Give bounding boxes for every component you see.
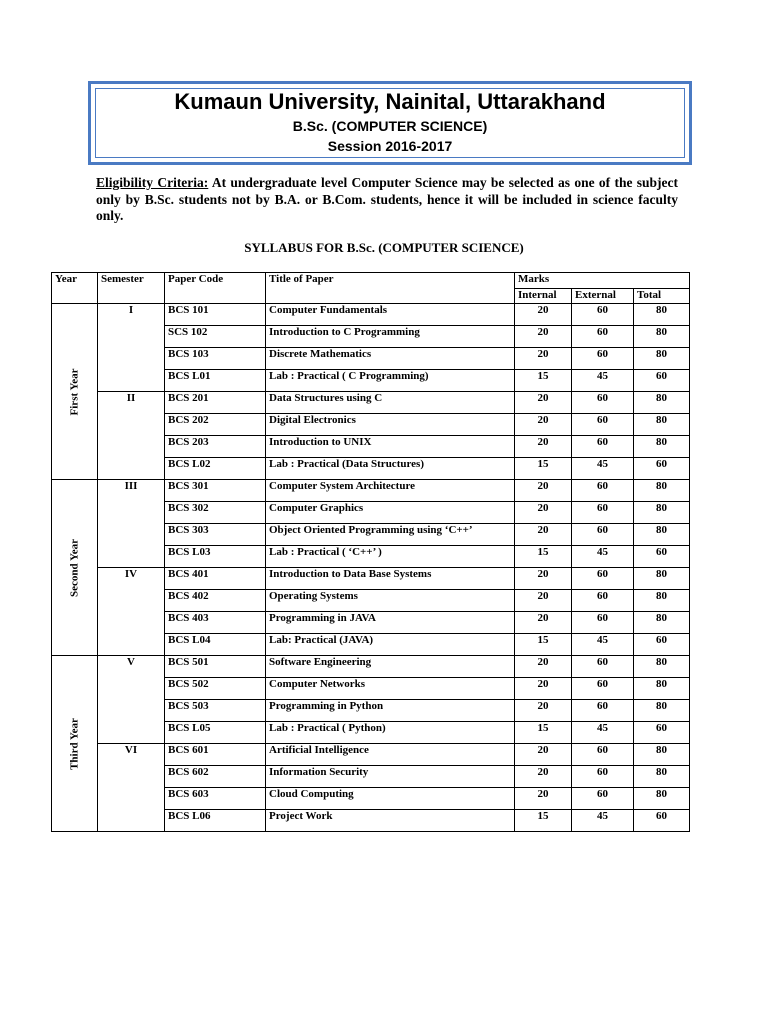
table-row	[52, 480, 690, 502]
internal-marks-cell: 15	[515, 458, 572, 480]
total-marks-cell: 80	[634, 766, 690, 788]
paper-code-cell: BCS L02	[165, 458, 266, 480]
paper-title-cell: Introduction to Data Base Systems	[266, 568, 515, 590]
total-marks-cell: 60	[634, 634, 690, 656]
paper-title-cell: Data Structures using C	[266, 392, 515, 414]
table-row	[52, 744, 690, 766]
total-marks-cell: 60	[634, 370, 690, 392]
total-marks-cell: 80	[634, 414, 690, 436]
paper-code-cell: BCS 603	[165, 788, 266, 810]
paper-title-cell: Lab : Practical (Data Structures)	[266, 458, 515, 480]
internal-marks-cell: 20	[515, 612, 572, 634]
external-marks-cell: 45	[572, 722, 634, 744]
header-box	[88, 81, 692, 165]
paper-title-cell: Computer Fundamentals	[266, 304, 515, 326]
internal-marks-cell: 20	[515, 656, 572, 678]
paper-code-cell: BCS 403	[165, 612, 266, 634]
header-external: External	[572, 289, 634, 304]
paper-code-cell: BCS L06	[165, 810, 266, 832]
internal-marks-cell: 20	[515, 304, 572, 326]
external-marks-cell: 45	[572, 634, 634, 656]
eligibility-paragraph	[96, 175, 678, 225]
paper-title-cell: Computer System Architecture	[266, 480, 515, 502]
paper-title-cell: Discrete Mathematics	[266, 348, 515, 370]
paper-code-cell: BCS 401	[165, 568, 266, 590]
semester-cell: IV	[98, 568, 165, 656]
semester-cell: I	[98, 304, 165, 392]
internal-marks-cell: 15	[515, 722, 572, 744]
paper-title-cell: Lab : Practical ( C Programming)	[266, 370, 515, 392]
paper-code-cell: BCS 402	[165, 590, 266, 612]
paper-code-cell: BCS 302	[165, 502, 266, 524]
table-row	[52, 568, 690, 590]
paper-title-cell: Lab : Practical ( ‘C++’ )	[266, 546, 515, 568]
paper-code-cell: BCS 101	[165, 304, 266, 326]
total-marks-cell: 80	[634, 678, 690, 700]
year-label: Second Year	[68, 538, 80, 597]
internal-marks-cell: 20	[515, 480, 572, 502]
internal-marks-cell: 20	[515, 678, 572, 700]
total-marks-cell: 80	[634, 788, 690, 810]
paper-title-cell: Introduction to UNIX	[266, 436, 515, 458]
eligibility-text: At undergraduate level Computer Science may be selected as one of the subject only by B.Sc. students not by B.A. or B.Com. students, hence it will be included in science faculty only.	[96, 175, 678, 223]
internal-marks-cell: 20	[515, 590, 572, 612]
external-marks-cell: 60	[572, 304, 634, 326]
paper-title-cell: Computer Graphics	[266, 502, 515, 524]
year-label: Third Year	[68, 717, 80, 770]
external-marks-cell: 60	[572, 656, 634, 678]
total-marks-cell: 60	[634, 722, 690, 744]
internal-marks-cell: 20	[515, 744, 572, 766]
external-marks-cell: 60	[572, 744, 634, 766]
total-marks-cell: 80	[634, 392, 690, 414]
paper-code-cell: BCS 502	[165, 678, 266, 700]
syllabus-table	[51, 272, 690, 832]
external-marks-cell: 60	[572, 678, 634, 700]
year-cell	[52, 656, 98, 832]
paper-title-cell: Software Engineering	[266, 656, 515, 678]
internal-marks-cell: 20	[515, 524, 572, 546]
external-marks-cell: 45	[572, 546, 634, 568]
paper-title-cell: Information Security	[266, 766, 515, 788]
external-marks-cell: 60	[572, 524, 634, 546]
internal-marks-cell: 20	[515, 700, 572, 722]
internal-marks-cell: 20	[515, 326, 572, 348]
paper-code-cell: BCS 601	[165, 744, 266, 766]
paper-title-cell: Lab : Practical ( Python)	[266, 722, 515, 744]
total-marks-cell: 80	[634, 480, 690, 502]
external-marks-cell: 60	[572, 436, 634, 458]
table-row	[52, 392, 690, 414]
paper-title-cell: Programming in Python	[266, 700, 515, 722]
header-title: Title of Paper	[266, 273, 515, 304]
paper-title-cell: Digital Electronics	[266, 414, 515, 436]
internal-marks-cell: 20	[515, 766, 572, 788]
total-marks-cell: 80	[634, 612, 690, 634]
header-internal: Internal	[515, 289, 572, 304]
paper-title-cell: Artificial Intelligence	[266, 744, 515, 766]
total-marks-cell: 60	[634, 546, 690, 568]
semester-cell: VI	[98, 744, 165, 832]
paper-code-cell: BCS 103	[165, 348, 266, 370]
internal-marks-cell: 15	[515, 810, 572, 832]
paper-title-cell: Computer Networks	[266, 678, 515, 700]
syllabus-table-body	[52, 304, 690, 832]
paper-title-cell: Project Work	[266, 810, 515, 832]
internal-marks-cell: 20	[515, 348, 572, 370]
external-marks-cell: 60	[572, 568, 634, 590]
internal-marks-cell: 20	[515, 788, 572, 810]
semester-cell: V	[98, 656, 165, 744]
eligibility-label: Eligibility Criteria:	[96, 175, 209, 190]
total-marks-cell: 80	[634, 568, 690, 590]
external-marks-cell: 60	[572, 348, 634, 370]
external-marks-cell: 60	[572, 612, 634, 634]
paper-code-cell: BCS 501	[165, 656, 266, 678]
university-title: Kumaun University, Nainital, Uttarakhand	[174, 89, 606, 114]
year-cell	[52, 304, 98, 480]
internal-marks-cell: 20	[515, 436, 572, 458]
total-marks-cell: 80	[634, 700, 690, 722]
semester-cell: II	[98, 392, 165, 480]
paper-code-cell: BCS L03	[165, 546, 266, 568]
external-marks-cell: 60	[572, 766, 634, 788]
total-marks-cell: 80	[634, 304, 690, 326]
paper-title-cell: Lab: Practical (JAVA)	[266, 634, 515, 656]
year-label: First Year	[68, 368, 80, 415]
external-marks-cell: 45	[572, 810, 634, 832]
total-marks-cell: 80	[634, 326, 690, 348]
course-subtitle: B.Sc. (COMPUTER SCIENCE)	[292, 118, 488, 134]
internal-marks-cell: 15	[515, 370, 572, 392]
paper-title-cell: Programming in JAVA	[266, 612, 515, 634]
paper-code-cell: BCS L01	[165, 370, 266, 392]
external-marks-cell: 45	[572, 458, 634, 480]
paper-code-cell: SCS 102	[165, 326, 266, 348]
year-cell	[52, 480, 98, 656]
external-marks-cell: 60	[572, 700, 634, 722]
paper-code-cell: BCS L04	[165, 634, 266, 656]
paper-code-cell: BCS 503	[165, 700, 266, 722]
internal-marks-cell: 20	[515, 568, 572, 590]
total-marks-cell: 60	[634, 810, 690, 832]
external-marks-cell: 60	[572, 590, 634, 612]
paper-code-cell: BCS 301	[165, 480, 266, 502]
paper-code-cell: BCS L05	[165, 722, 266, 744]
internal-marks-cell: 20	[515, 392, 572, 414]
external-marks-cell: 45	[572, 370, 634, 392]
header-total: Total	[634, 289, 690, 304]
header-semester: Semester	[98, 273, 165, 304]
external-marks-cell: 60	[572, 480, 634, 502]
header-paper-code: Paper Code	[165, 273, 266, 304]
internal-marks-cell: 15	[515, 546, 572, 568]
external-marks-cell: 60	[572, 392, 634, 414]
total-marks-cell: 80	[634, 656, 690, 678]
header-marks: Marks	[515, 273, 690, 289]
external-marks-cell: 60	[572, 502, 634, 524]
internal-marks-cell: 15	[515, 634, 572, 656]
internal-marks-cell: 20	[515, 502, 572, 524]
total-marks-cell: 60	[634, 458, 690, 480]
total-marks-cell: 80	[634, 590, 690, 612]
session-label: Session 2016-2017	[327, 138, 453, 154]
paper-code-cell: BCS 203	[165, 436, 266, 458]
total-marks-cell: 80	[634, 524, 690, 546]
header-year: Year	[52, 273, 98, 304]
table-row	[52, 656, 690, 678]
paper-title-cell: Cloud Computing	[266, 788, 515, 810]
total-marks-cell: 80	[634, 502, 690, 524]
external-marks-cell: 60	[572, 326, 634, 348]
external-marks-cell: 60	[572, 414, 634, 436]
paper-code-cell: BCS 201	[165, 392, 266, 414]
table-row	[52, 304, 690, 326]
total-marks-cell: 80	[634, 348, 690, 370]
total-marks-cell: 80	[634, 744, 690, 766]
internal-marks-cell: 20	[515, 414, 572, 436]
paper-code-cell: BCS 602	[165, 766, 266, 788]
syllabus-heading: SYLLABUS FOR B.Sc. (COMPUTER SCIENCE)	[244, 240, 524, 255]
paper-title-cell: Operating Systems	[266, 590, 515, 612]
paper-code-cell: BCS 303	[165, 524, 266, 546]
paper-title-cell: Object Oriented Programming using ‘C++’	[266, 524, 515, 546]
paper-code-cell: BCS 202	[165, 414, 266, 436]
paper-title-cell: Introduction to C Programming	[266, 326, 515, 348]
total-marks-cell: 80	[634, 436, 690, 458]
external-marks-cell: 60	[572, 788, 634, 810]
semester-cell: III	[98, 480, 165, 568]
